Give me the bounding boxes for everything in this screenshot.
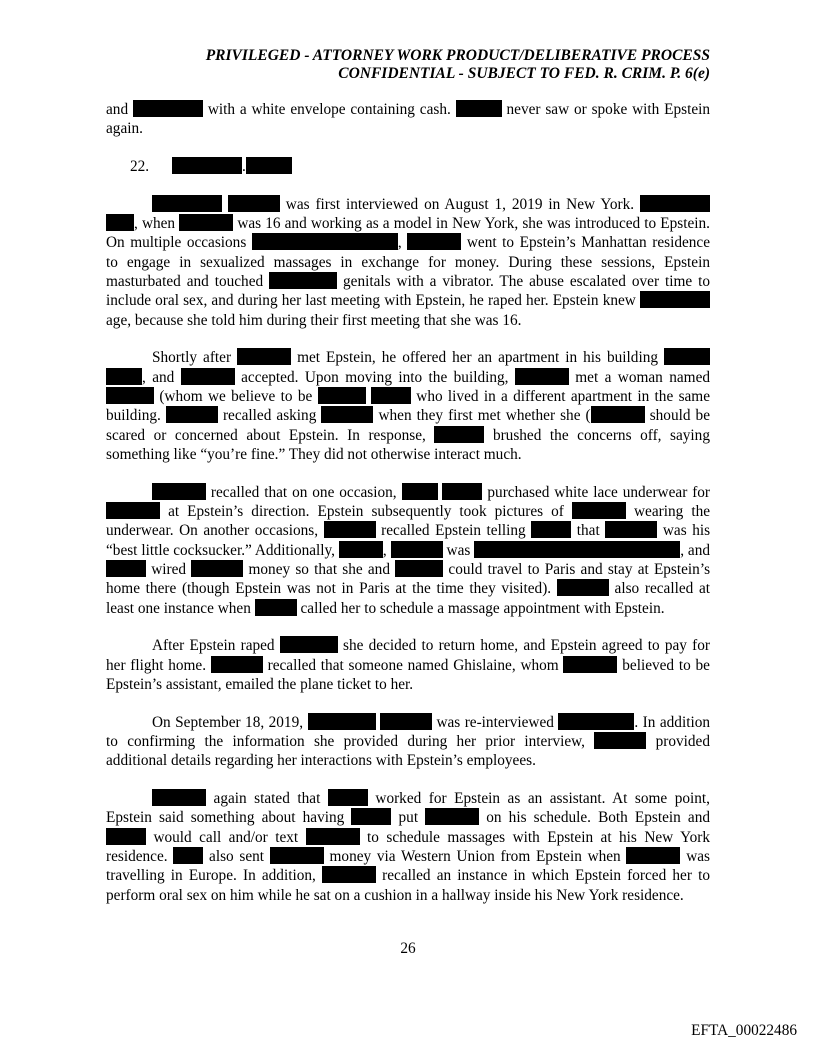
redaction-box bbox=[591, 406, 645, 423]
redaction-box bbox=[246, 157, 292, 174]
redaction-box bbox=[306, 828, 360, 845]
redaction-box bbox=[563, 656, 617, 673]
redaction-box bbox=[626, 847, 680, 864]
paragraph-4: After Epstein raped she decided to return home, and Epstein agreed to pay for her flight home. recalled that someone named Ghislaine, whom believed to be Epstein’s assistant, emailed the plane ticket to her. bbox=[106, 637, 711, 693]
redaction-box bbox=[211, 656, 263, 673]
privilege-header bbox=[206, 47, 710, 83]
redaction-box bbox=[106, 828, 146, 845]
redaction-box bbox=[181, 368, 235, 385]
redaction-box bbox=[252, 233, 398, 250]
redaction-box bbox=[351, 808, 391, 825]
section-heading: 22. . bbox=[106, 157, 710, 176]
redaction-box bbox=[321, 406, 373, 423]
redaction-box bbox=[324, 521, 376, 538]
redaction-box bbox=[308, 713, 376, 730]
redaction-box bbox=[474, 541, 680, 558]
bates-number: EFTA_00022486 bbox=[691, 1022, 797, 1039]
redaction-box bbox=[558, 713, 634, 730]
redaction-box bbox=[371, 387, 411, 404]
redaction-box bbox=[269, 272, 337, 289]
redaction-box bbox=[395, 560, 443, 577]
redaction-box bbox=[152, 789, 206, 806]
document-body bbox=[106, 100, 710, 923]
redaction-box bbox=[434, 426, 484, 443]
redaction-box bbox=[106, 502, 160, 519]
redaction-box bbox=[572, 502, 626, 519]
redaction-box bbox=[322, 866, 376, 883]
redaction-box bbox=[339, 541, 383, 558]
redaction-box bbox=[173, 847, 203, 864]
redaction-box bbox=[442, 483, 482, 500]
paragraph-5: On September 18, 2019, was re-interviewed . In addition to confirming the information she provided during her prior interview, provided additional details regarding her interactions with Epstein’s employees. bbox=[106, 713, 710, 770]
header-line-1: PRIVILEGED - ATTORNEY WORK PRODUCT/DELIBERATIVE PROCESS bbox=[205, 47, 710, 64]
paragraph-1: was first interviewed on August 1, 2019 in New York. , when was 16 and working as a model in New York, she was introduced to Epstein. On multiple occasions , went to Epstein’s Manhattan residence to engage in sexualized massages in exchange for money. During these sessions, Epstein masturbated and touched genitals with a vibrator. The abuse escalated over time to include oral sex, and during her last meeting with Epstein, he raped her. Epstein knew age, because she told him during their first meeting that she was 16. bbox=[106, 195, 711, 329]
redaction-box bbox=[152, 195, 222, 212]
paragraph-6: again stated that worked for Epstein as an assistant. At some point, Epstein said something about having put on his schedule. Both Epstein and would call and/or text to schedule massages with Epstein at his New York residence. also sent money via Western Union from Epstein when was travelling in Europe. In addition, recalled an instance in which Epstein forced her to perform oral sex on him while he sat on a cushion in a hallway inside his New York residence. bbox=[106, 790, 711, 904]
redaction-box bbox=[270, 847, 324, 864]
paragraph-2: Shortly after met Epstein, he offered her an apartment in his building , and accepted. Upon moving into the building, met a woman named (whom we believe to be who lived in a different apartment in the same building. recalled asking when they first met whether she ( should be scared or concerned about Epstein. In response, brushed the concerns off, saying something like “you’re fine.” They did not otherwise interact much. bbox=[106, 349, 711, 463]
redaction-box bbox=[402, 483, 438, 500]
redaction-box bbox=[228, 195, 280, 212]
redaction-box bbox=[191, 560, 243, 577]
redaction-box bbox=[640, 291, 710, 308]
redaction-box bbox=[605, 521, 657, 538]
redaction-box bbox=[380, 713, 432, 730]
redaction-box bbox=[391, 541, 443, 558]
redaction-box bbox=[237, 348, 291, 365]
redaction-box bbox=[407, 233, 461, 250]
redaction-box bbox=[515, 368, 569, 385]
redaction-box bbox=[133, 100, 203, 117]
page-number: 26 bbox=[400, 940, 416, 957]
redaction-box bbox=[106, 560, 146, 577]
redaction-box bbox=[557, 579, 609, 596]
redaction-box bbox=[664, 348, 710, 365]
redaction-box bbox=[318, 387, 366, 404]
redaction-box bbox=[255, 599, 297, 616]
redaction-box bbox=[172, 157, 242, 174]
redaction-box bbox=[594, 732, 646, 749]
paragraph-continued: and with a white envelope containing cash. never saw or spoke with Epstein again. bbox=[106, 101, 711, 138]
section-number: 22. bbox=[130, 158, 150, 176]
redaction-box bbox=[456, 100, 502, 117]
redaction-box bbox=[166, 406, 218, 423]
redaction-box bbox=[106, 214, 134, 231]
redaction-box bbox=[179, 214, 233, 231]
redaction-box bbox=[425, 808, 479, 825]
redaction-box bbox=[531, 521, 571, 538]
redaction-box bbox=[106, 387, 154, 404]
paragraph-3: recalled that on one occasion, purchased white lace underwear for at Epstein’s direction. Epstein subsequently took pictures of wearing the underwear. On another occasions, recalled Epstein telling that was his “best little cocksucker.” Additionally, , was , and wired money so that she and could travel to Paris and stay at Epstein’s home there (though Epstein was not in Paris at the time they visited). also recalled at least one instance when called her to schedule a massage appointment with Epstein. bbox=[106, 483, 711, 617]
redaction-box bbox=[640, 195, 710, 212]
redaction-box bbox=[152, 483, 206, 500]
redaction-box bbox=[328, 789, 368, 806]
redaction-box bbox=[280, 636, 338, 653]
header-line-2: CONFIDENTIAL - SUBJECT TO FED. R. CRIM. P. 6(e) bbox=[338, 65, 710, 82]
redaction-box bbox=[106, 368, 142, 385]
